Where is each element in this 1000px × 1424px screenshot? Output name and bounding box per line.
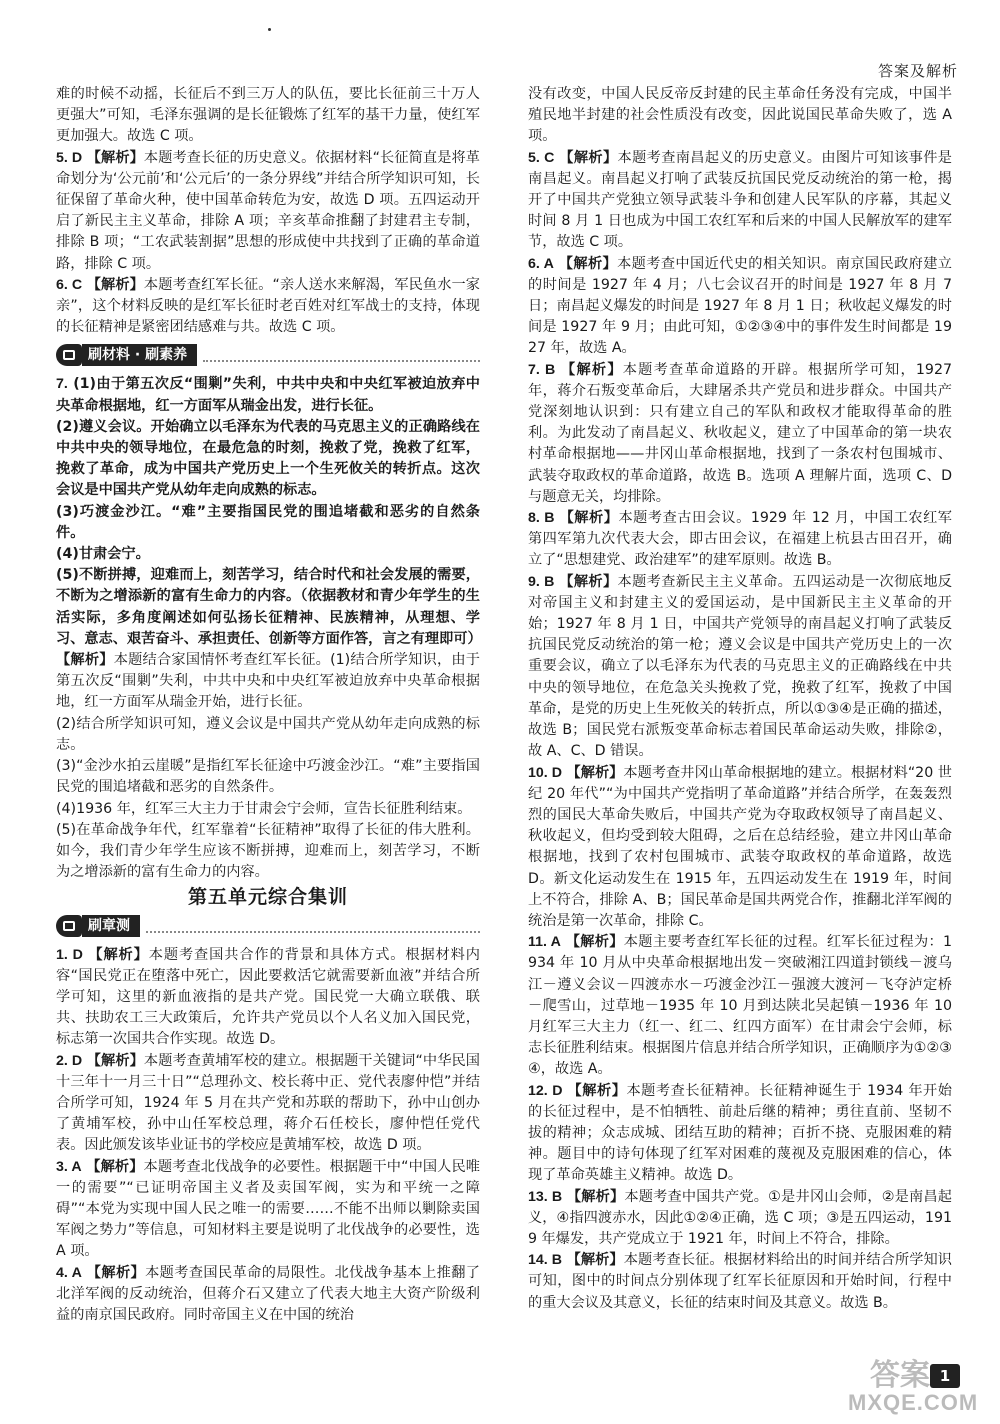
analysis-tag: 【解析】 [56, 652, 114, 669]
analysis-text: 本题考查长征精神。长征精神诞生于 1934 年开始的长征过程中，是不怕牺牲、前赴后继的精神；勇往直前、坚韧不拔的精神；众志成城、团结互助的精神；百折不挠、克服困难的精神。题目中的诗句体现了红军对困难的蔑视及克服困难的信心，体现了革命英雄主义精神。故选 D。 [528, 1082, 952, 1184]
analysis-text: 本题考查井冈山革命根据地的建立。根据材料“20 世纪 20 年代”“为中国共产党指明了革命道路”并结合所学，在轰轰烈烈的国民大革命失败后，中国共产党为夺取政权领导了南昌起义、秋收起义，但均受到较大阻碍，之后在总结经验，建立井冈山革命根据地，找到了农村包围城市、武装夺取政权的革命道路，故选 D。新文化运动发生在 1915 年，五四运动发生在 1919 年，时间上不符合，排除 A、B；国民革命是国共两党合作，推翻北洋军阀的统治是第一次革命，排除 C。 [528, 764, 952, 929]
analysis-tag: 【解析】 [559, 149, 618, 166]
analysis-tag: 【解析】 [86, 1264, 146, 1281]
chapter-answer-10 [528, 763, 952, 933]
answer-number: 6. A [528, 255, 554, 272]
analysis-text: 本题考查古田会议。1929 年 12 月，中国工农红军第四军第九次代表大会，即古田会议，在福建上杭县古田召开，确立了“思想建党、政治建军”的建军原则。故选 B。 [528, 510, 952, 569]
chapter-answer-6 [528, 254, 952, 360]
answer-7-explanation-2: (2)结合所学知识可知，遵义会议是中国共产党从幼年走向成熟的标志。 [56, 715, 480, 753]
answer-7-part-5: (5)不断拼搏，迎难而上，刻苦学习，结合时代和社会发展的需要，不断为之增添新的富有生命力的内容。（依据教材和青少年学生的生活实际，多角度阐述如何弘扬长征精神、民族精神，从理想、学习、意志、艰苦奋斗、承担责任、创新等方面作答，言之有理即可） [56, 567, 482, 647]
answer-7-explanation-5: (5)在革命战争年代，红军靠着“长征精神”取得了长征的伟大胜利。如今，我们青少年学生应该不断拼搏，迎难而上，刻苦学习，不断为之增添新的富有生命力的内容。 [56, 821, 480, 881]
analysis-tag: 【解析】 [86, 1052, 144, 1069]
analysis-text: 本题考查革命道路的开辟。根据所学可知，1927 年，蒋介石叛变革命后，大肆屠杀共产党员和进步群众。中国共产党深刻地认识到：只有建立自己的军队和政权才能取得革命的胜利。为此发动了南昌起义、秋收起义，建立了中国革命的第一块农村革命根据地——井冈山革命根据地，找到了一条农村包围城市、武装夺取政权的革命道路，故选 B。选项 A 理解片面，选项 C、D 与题意无关，均排除。 [528, 361, 952, 505]
answer-text: (1)由于第五次反“围剿”失利，中共中央和中央红军被迫放弃中央革命根据地，红一方面军从瑞金出发，进行长征。 [56, 376, 480, 414]
answer-number: 2. D [56, 1052, 83, 1069]
answer-7-explanation-4: (4)1936 年，红军三大主力于甘肃会宁会师，宣告长征胜利结束。 [56, 800, 472, 817]
analysis-tag: 【解析】 [567, 1082, 627, 1099]
chapter-answer-13 [528, 1187, 952, 1251]
analysis-tag: 【解析】 [559, 573, 618, 590]
analysis-tag: 【解析】 [86, 1158, 144, 1175]
answer-number: 4. A [56, 1264, 82, 1281]
analysis-text: 本题结合家国情怀考查红军长征。(1)结合所学知识，由于第五次反“围剿”失利，中共中央和中央红军被迫放弃中央革命根据地，红一方面军从瑞金开始，进行长征。 [56, 652, 480, 711]
answer-number: 12. D [528, 1082, 563, 1099]
left-continued-paragraph: 难的时候不动摇，长征后不到三万人的队伍，要比长征前三十万人更强大”可知，毛泽东强调的是长征锻炼了红军的基干力量，使红军更加强大。故选 C 项。 [56, 86, 480, 145]
dotted-divider [146, 919, 480, 933]
answer-number: 7. [56, 376, 68, 393]
analysis-text: 本题考查北伐战争的必要性。根据题干中“中国人民唯一的需要”“已证明帝国主义者及卖国军阀，实为和平统一之障碍”“本党为实现中国人民之唯一的需要……不能不出师以剿除卖国军阀之势力”等信息，可知材料主要是说明了北伐战争的必要性，选 A 项。 [56, 1158, 480, 1260]
section-title: 第五单元综合集训 [187, 886, 348, 909]
answer-item-7 [56, 374, 480, 883]
analysis-tag: 【解析】 [86, 276, 144, 293]
analysis-text: 本题考查南昌起义的历史意义。由图片可知该事件是南昌起义。南昌起义打响了武装反抗国民党反动统治的第一枪，揭开了中国共产党独立领导武装斗争和创建人民军队的序幕，其起义时间 8 月 1 日也成为中国工农红军和后来的中国人民解放军的建军节，故选 C 项。 [528, 149, 952, 251]
analysis-tag: 【解析】 [86, 149, 144, 166]
analysis-text: 本题考查中国共产党。①是井冈山会师，②是南昌起义，④指四渡赤水，因此①②④正确，选 C 项；③是五四运动，1919 年爆发，共产党成立于 1921 年，时间上不符合，排除。 [528, 1188, 952, 1247]
answer-7-explanation-1 [56, 650, 480, 714]
analysis-tag: 【解析】 [565, 934, 624, 951]
chapter-answer-9 [528, 572, 952, 763]
header-corner-label: 答案及解析 [877, 62, 958, 80]
analysis-text: 本题考查黄埔军校的建立。根据题干关键词“中华民国十三年十一月三十日”“总理孙文、校长蒋中正、党代表廖仲恺”并结合所学可知，1924 年 5 月在共产党和苏联的帮助下，孙中山创办了黄埔军校，孙中山任军校总理，蒋介石任校长，廖仲恺任党代表。因此颁发该毕业证书的学校应是黄埔军校，故选 D 项。 [56, 1052, 480, 1154]
chapter-answer-2 [56, 1051, 480, 1157]
dotted-divider [203, 348, 480, 362]
answer-7-part-2: (2)遵义会议。开始确立以毛泽东为代表的马克思主义的正确路线在中共中央的领导地位，在最危急的时刻，挽救了党，挽救了红军，挽救了革命，成为中国共产党历史上一个生死攸关的转折点。这次会议是中国共产党从幼年走向成熟的标志。 [56, 418, 480, 499]
analysis-tag: 【解析】 [559, 510, 619, 527]
chapter-answer-3 [56, 1157, 480, 1263]
watermark-top-text: 答案 [870, 1359, 930, 1392]
chapter-answer-1 [56, 945, 480, 1051]
analysis-text: 本题考查新民主主义革命。五四运动是一次彻底地反对帝国主义和封建主义的爱国运动，是中国新民主主义革命的开始；1927 年 8 月 1 日，中国共产党领导的南昌起义打响了武装反抗国民党反动统治的第一枪；遵义会议是中国共产党历史上的一次重要会议，确立了以毛泽东为代表的马克思主义的正确路线在中共中央的领导地位，在危急关头挽救了党，挽救了红军，挽救了中国革命，是党的历史上生死攸关的转折点，所以①③④是正确的描述，故选 B；国民党右派叛变革命标志着国民革命运动失败，排除②，故 A、C、D 错误。 [528, 573, 952, 760]
book-icon [56, 344, 82, 366]
chapter-answer-4 [56, 1263, 480, 1327]
watermark-bottom-text: MXQE.COM [848, 1390, 979, 1415]
answer-7-part-1 [56, 374, 480, 416]
chapter-answer-8 [528, 508, 952, 572]
answer-item-6 [56, 275, 480, 339]
answer-number: 5. D [56, 149, 83, 166]
answer-number: 7. B [528, 361, 556, 378]
chapter-answer-5 [528, 148, 952, 254]
analysis-text: 本题考查国民革命的局限性。北伐战争基本上推翻了北洋军阀的反动统治，但蒋介石又建立了代表大地主大资产阶级利益的南京国民政府。同时帝国主义在中国的统治 [56, 1264, 480, 1323]
answer-number: 5. C [528, 149, 555, 166]
section-banner-materials [56, 342, 480, 368]
answer-number: 6. C [56, 276, 83, 293]
chapter-answer-12 [528, 1081, 952, 1187]
answer-number: 13. B [528, 1188, 563, 1205]
answer-7-explanation-3: (3)“金沙水拍云崖暖”是指红军长征途中巧渡金沙江。“难”主要指国民党的围追堵截和恶劣的自然条件。 [56, 758, 480, 796]
answer-number: 1. D [56, 946, 83, 963]
chapter-answer-14 [528, 1250, 952, 1314]
page-number: 1 [930, 1364, 960, 1388]
section-banner-chapter-test [56, 913, 480, 939]
analysis-tag: 【解析】 [88, 946, 149, 963]
answer-item-5 [56, 148, 480, 275]
analysis-tag: 【解析】 [566, 764, 624, 781]
left-column [56, 84, 480, 1326]
right-column [528, 84, 952, 1314]
watermark-logo [840, 1348, 990, 1418]
right-continued-paragraph: 没有改变，中国人民反帝反封建的民主革命任务没有完成，中国半殖民地半封建的社会性质没有改变，因此说国民革命失败了，选 A 项。 [528, 86, 952, 145]
analysis-tag: 【解析】 [566, 1188, 625, 1205]
analysis-text: 本题考查长征的历史意义。依据材料“长征简直是将革命划分为‘公元前’和‘公元后’的一条分界线”并结合所学知识可知，长征保留了革命火种，使中国革命转危为安，故选 D 项。五四运动开启了新民主主义革命，排除 A 项；辛亥革命推翻了封建君主专制，排除 B 项；“工农武装割据”思想的形成使中共找到了正确的革命道路，排除 C 项。 [56, 149, 480, 272]
analysis-tag: 【解析】 [566, 1252, 624, 1269]
answer-number: 11. A [528, 934, 561, 951]
banner-label: 刷章测 [82, 915, 140, 937]
answer-number: 3. A [56, 1158, 82, 1175]
analysis-text: 本题主要考查红军长征的过程。红军长征过程为：1934 年 10 月从中央革命根据地出发－突破湘江四道封锁线－渡乌江－遵义会议－四渡赤水－巧渡金沙江－强渡大渡河－飞夺泸定桥－爬雪山，过草地－1935 年 10 月到达陕北吴起镇－1936 年 10 月红军三大主力（红一、红二、红四方面军）在甘肃会宁会师，标志长征胜利结束。根据图片信息并结合所学知识，正确顺序为①②③④，故选 A。 [528, 934, 952, 1078]
analysis-text: 本题考查国共合作的背景和具体方式。根据材料内容“国民党正在堕落中死亡，因此要救活它就需要新血液”并结合所学可知，这里的新血液指的是共产党。国民党一大确立联俄、联共、扶助农工三大政策后，允许共产党员以个人名义加入国民党，标志第一次国共合作实现。故选 D。 [56, 946, 480, 1048]
answer-number: 8. B [528, 510, 555, 527]
book-icon [56, 915, 82, 937]
analysis-text: 本题考查中国近代史的相关知识。南京国民政府建立的时间是 1927 年 4 月；八七会议召开的时间是 1927 年 8 月 7 日；南昌起义爆发的时间是 1927 年 8 月 1 日；秋收起义爆发的时间是 1927 年 9 月；由此可知，①②③④中的事件发生时间都是 1927 年，故选 A。 [528, 255, 952, 357]
chapter-answer-7 [528, 360, 952, 508]
analysis-text: 本题考查红军长征。“亲人送水来解渴，军民鱼水一家亲”，这个材料反映的是红军长征时老百姓对红军战士的支持，体现的长征精神是紧密团结感难与共。故选 C 项。 [56, 276, 480, 336]
analysis-tag: 【解析】 [561, 361, 623, 378]
answer-number: 10. D [528, 764, 562, 781]
answer-number: 9. B [528, 573, 555, 590]
answer-number: 14. B [528, 1252, 562, 1269]
analysis-tag: 【解析】 [558, 255, 618, 272]
analysis-text: 本题考查长征。根据材料给出的时间并结合所学知识可知，图中的时间点分别体现了红军长征原因和开始时间，行程中的重大会议及其意义，长征的结束时间及其意义。故选 B。 [528, 1252, 952, 1311]
chapter-answer-11 [528, 932, 952, 1080]
answer-7-part-3: (3)巧渡金沙江。“难”主要指国民党的围追堵截和恶劣的自然条件。 [56, 503, 480, 541]
answer-7-part-4: (4)甘肃会宁。 [56, 546, 150, 563]
banner-label: 刷材料 · 刷素养 [82, 344, 197, 366]
print-dot [268, 28, 271, 31]
